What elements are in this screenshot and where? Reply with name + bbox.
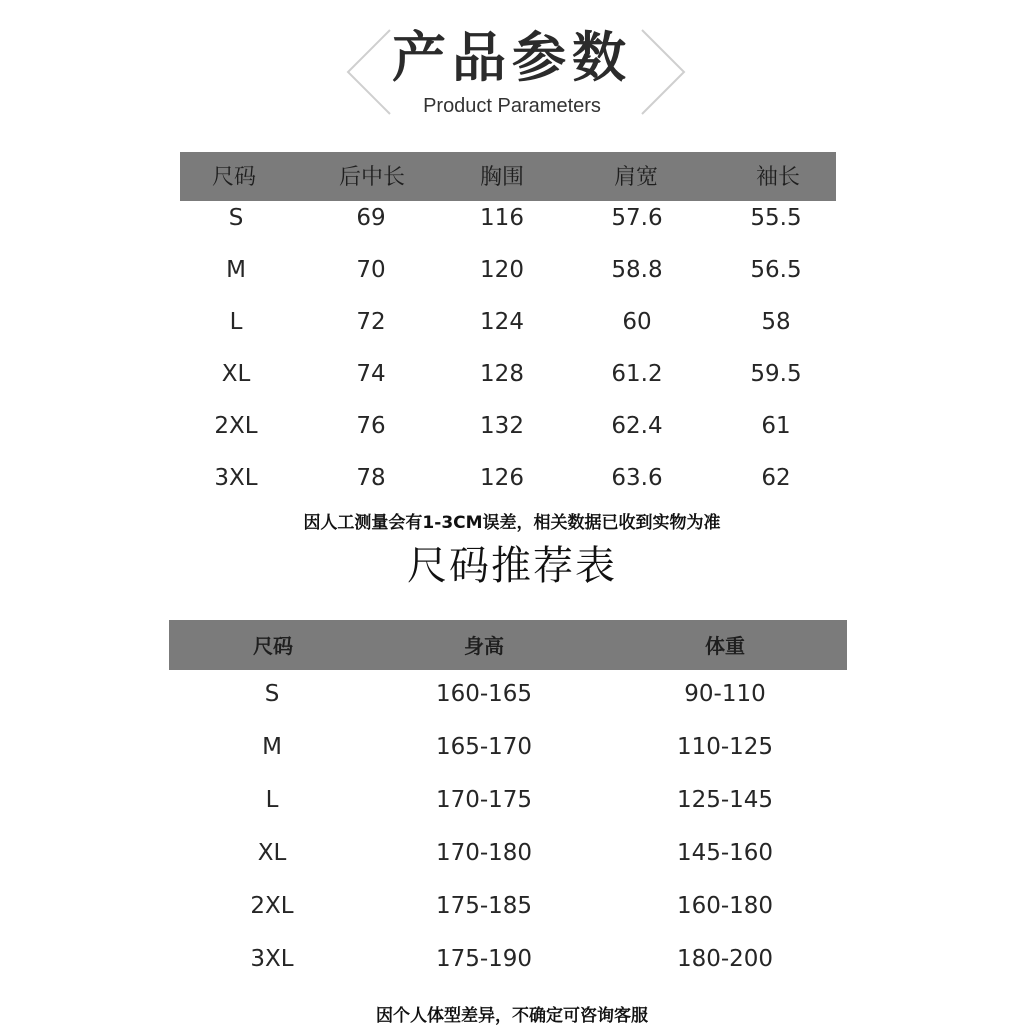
params-cell: 63.6 [611,465,663,491]
params-cell: 59.5 [750,361,802,387]
params-cell: 56.5 [750,257,802,283]
consult-note: 因个人体型差异，不确定可咨询客服 [376,1006,648,1026]
params-header-chest: 胸围 [479,165,525,190]
page-title: 产品参数 [392,26,632,89]
recommend-cell: 90-110 [684,681,766,707]
recommend-cell: 170-175 [435,787,533,813]
recommend-header-height: 身高 [464,634,504,658]
recommend-cell: S [264,681,280,707]
params-cell: L [229,309,243,335]
params-cell: 132 [480,413,524,439]
recommend-cell: 110-125 [676,734,774,760]
recommend-cell: 160-180 [676,893,774,919]
recommend-cell: L [265,787,279,813]
params-header-back-length: 后中长 [338,165,406,190]
params-cell: 62 [761,465,791,491]
recommend-cell: 145-160 [676,840,774,866]
params-cell: 70 [356,257,386,283]
params-cell: 58 [761,309,791,335]
params-cell: 60 [622,309,652,335]
recommend-cell: 165-170 [435,734,533,760]
page-subtitle: Product Parameters [423,95,601,117]
recommend-cell: 3XL [250,946,294,972]
recommend-cell: 175-190 [435,946,533,972]
params-cell: 61 [761,413,791,439]
params-cell: 72 [356,309,386,335]
params-cell: 116 [480,205,524,231]
params-cell: 120 [480,257,524,283]
params-cell: 61.2 [611,361,663,387]
recommend-cell: 175-185 [435,893,533,919]
measurement-note: 因人工测量会有1-3CM误差，相关数据已收到实物为准 [303,513,721,533]
recommend-cell: 160-165 [435,681,533,707]
params-cell: 55.5 [750,205,802,231]
recommend-cell: M [262,734,282,760]
params-cell: 62.4 [611,413,663,439]
params-header-size: 尺码 [211,165,257,190]
params-header-shoulder: 肩宽 [613,165,659,190]
params-cell: 74 [356,361,386,387]
params-cell: 3XL [214,465,258,491]
params-cell: 126 [480,465,524,491]
recommend-cell: 125-145 [676,787,774,813]
params-header-sleeve: 袖长 [755,165,801,190]
params-cell: 76 [356,413,386,439]
recommend-cell: XL [257,840,287,866]
params-cell: M [226,257,246,283]
params-cell: 78 [356,465,386,491]
size-recommend-title: 尺码推荐表 [407,543,617,589]
recommend-header-size: 尺码 [253,634,293,658]
params-cell: 57.6 [611,205,663,231]
params-cell: 124 [480,309,524,335]
recommend-cell: 170-180 [435,840,533,866]
params-cell: 2XL [214,413,258,439]
recommend-cell: 2XL [250,893,294,919]
params-cell: XL [221,361,251,387]
recommend-header-weight: 体重 [705,634,745,658]
params-cell: 69 [356,205,386,231]
params-cell: 58.8 [611,257,663,283]
recommend-cell: 180-200 [676,946,774,972]
params-cell: S [228,205,244,231]
params-cell: 128 [480,361,524,387]
